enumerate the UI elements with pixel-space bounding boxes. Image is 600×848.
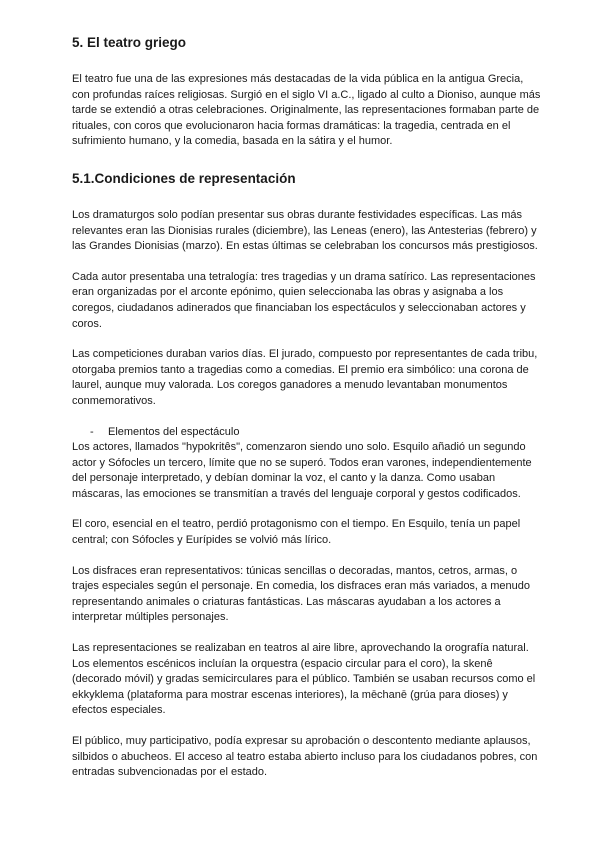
paragraph-audience: El público, muy participativo, podía expresar su aprobación o descontento mediante aplausos, silbidos o abucheos. El acceso al teatro estaba abierto incluso para los ciudadanos pobres, con entradas subvencionadas por el estado.: [72, 735, 538, 779]
section-intro-paragraph: El teatro fue una de las expresiones más destacadas de la vida pública en la antigua Grecia, con profundas raíces religiosas. Surgió en el siglo VI a.C., ligado al culto a Dioniso, aunque más tarde se extendió a otras celebraciones. Originalmente, las representaciones formaban parte de rituales, con coros que evolucionaron hacia formas dramáticas: la tragedia, centrada en el sufrimiento humano, y la comedia, basada en la sátira y el humor.: [72, 73, 541, 148]
paragraph-costumes: Los disfraces eran representativos: túnicas sencillas o decoradas, mantos, cetros, armas, o trajes especiales según el personaje. En comedia, los disfraces eran más variados, a menudo representando animales o criaturas fantásticas. Las máscaras ayudaban a los actores a interpretar múltiples personajes.: [72, 564, 530, 624]
document-content: [72, 34, 542, 796]
paragraph-actors: Los actores, llamados "hypokritês", comenzaron siendo uno solo. Esquilo añadió un segundo actor y Sófocles un tercero, límite que no se superó. Todos eran varones, independientemente del personaje interpretado, y debían dominar la voz, el canto y la danza. Como usaban máscaras, las emociones se transmitían a través del lenguaje corporal y gestos codificados.: [72, 441, 532, 500]
paragraph-theatres: Las representaciones se realizaban en teatros al aire libre, aprovechando la orografía natural. Los elementos escénicos incluían la orquestra (espacio circular para el coro), la skenê (decorado móvil) y gradas semicirculares para el público. También se usaban recursos como el ekkyklema (plataforma para mostrar escenas interiores), la mēchanē (grúa para dioses) y efectos especiales.: [72, 642, 536, 717]
section-title: 5. El teatro griego: [72, 35, 187, 50]
paragraph-competitions: Las competiciones duraban varios días. El jurado, compuesto por representantes de cada tribu, otorgaba premios tanto a tragedias como a comedias. El premio era simbólico: una corona de laurel, aunque muy valorada. Los coregos ganadores a menudo levantaban monumentos conmemorativos.: [72, 348, 538, 407]
bullet-dash: -: [90, 425, 94, 438]
paragraph-festivals: Los dramaturgos solo podían presentar sus obras durante festividades específicas. Las más relevantes eran las Dionisias rurales (diciembre), las Leneas (enero), las Antesterias (febrero) y las Grandes Dionisias (marzo). En estas últimas se celebraban los concursos más prestigiosos.: [72, 208, 538, 253]
paragraph-chorus: El coro, esencial en el teatro, perdió protagonismo con el tiempo. En Esquilo, tenía un papel central; con Sófocles y Eurípides se volvió más lírico.: [72, 518, 521, 547]
subsection-title: 5.1.Condiciones de representación: [72, 170, 296, 186]
paragraph-tetralogy: Cada autor presentaba una tetralogía: tres tragedias y un drama satírico. Las representaciones eran organizadas por el arconte epónimo, quien seleccionaba las obras y asignaba a los coregos, ciudadanos adinerados que financiaban los espectáculos y seleccionaban actores y coros.: [72, 270, 536, 330]
bullet-label: Elementos del espectáculo: [108, 425, 240, 438]
bullet-item: [72, 425, 542, 441]
